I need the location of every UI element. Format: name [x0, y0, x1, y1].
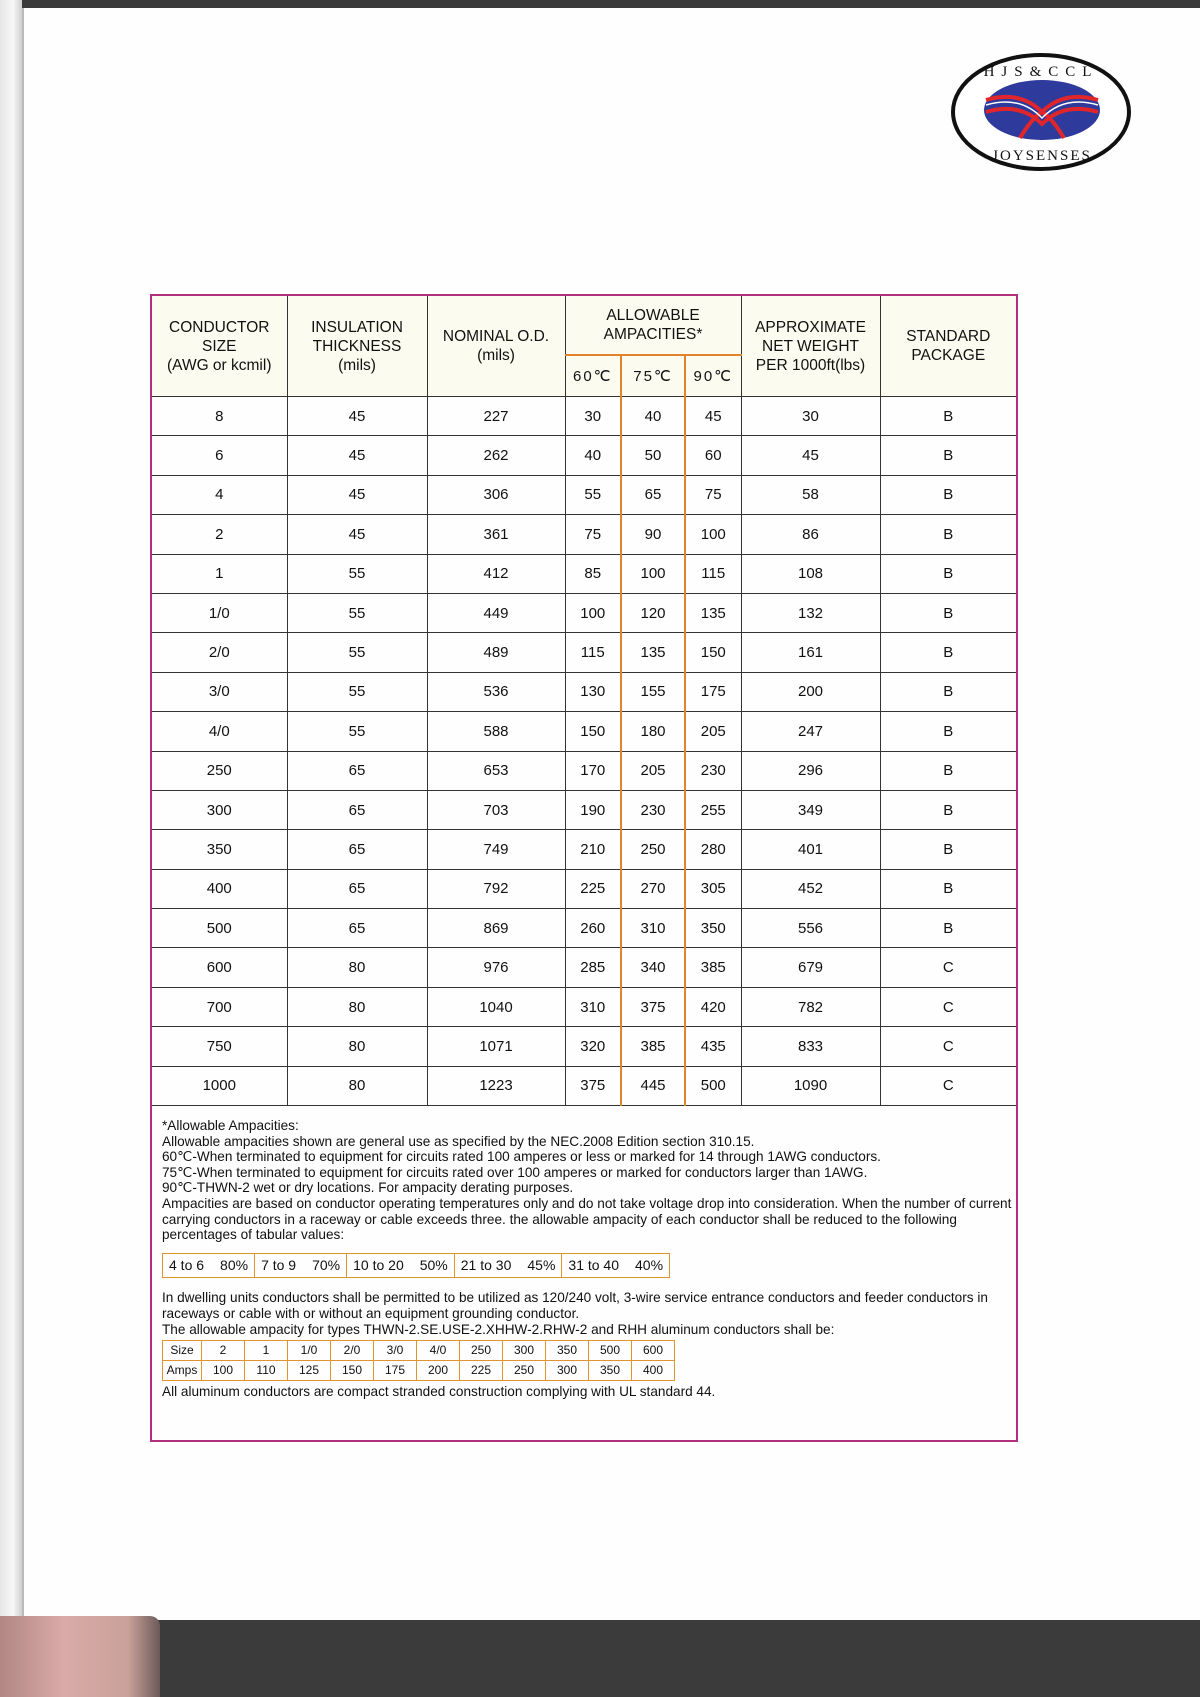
finger-in-scan: [0, 1616, 160, 1697]
cell-amp-90c: 280: [685, 830, 741, 869]
cell-amp-75c: 270: [621, 869, 685, 908]
cell-size: 4/0: [152, 712, 287, 751]
cell-amp-60c: 85: [565, 554, 621, 593]
cell-amp-60c: 130: [565, 672, 621, 711]
aluminum-size-cell: 4/0: [417, 1341, 460, 1361]
cell-amp-75c: 445: [621, 1066, 685, 1105]
aluminum-size-cell: 250: [460, 1341, 503, 1361]
cell-size: 300: [152, 790, 287, 829]
cell-amp-60c: 310: [565, 987, 621, 1026]
spec-frame: [150, 294, 1018, 1442]
cell-insulation: 65: [287, 869, 427, 908]
derating-range: 7 to 9: [261, 1256, 297, 1273]
aluminum-amps-cell: 150: [331, 1361, 374, 1381]
cell-amp-90c: 60: [685, 436, 741, 475]
cell-amp-90c: 100: [685, 515, 741, 554]
cell-package: B: [880, 436, 1016, 475]
cell-size: 8: [152, 397, 287, 436]
cell-nominal-od: 588: [427, 712, 565, 751]
cell-amp-75c: 230: [621, 790, 685, 829]
derating-cell: [255, 1253, 347, 1278]
cell-package: B: [880, 593, 1016, 632]
table-row: [152, 830, 1016, 869]
size-label: Size: [163, 1341, 202, 1361]
cell-amp-60c: 170: [565, 751, 621, 790]
cell-package: B: [880, 633, 1016, 672]
cell-amp-60c: 115: [565, 633, 621, 672]
aluminum-amps-cell: 110: [245, 1361, 288, 1381]
cell-amp-75c: 385: [621, 1027, 685, 1066]
cell-insulation: 80: [287, 1066, 427, 1105]
cell-insulation: 55: [287, 593, 427, 632]
cell-insulation: 65: [287, 909, 427, 948]
cell-size: 6: [152, 436, 287, 475]
table-row: [152, 633, 1016, 672]
cell-size: 350: [152, 830, 287, 869]
header-net-weight: APPROXIMATE NET WEIGHT PER 1000ft(lbs): [741, 296, 880, 397]
cell-insulation: 80: [287, 987, 427, 1026]
aluminum-amps-cell: 300: [546, 1361, 589, 1381]
aluminum-amps-cell: 400: [632, 1361, 675, 1381]
cell-nominal-od: 449: [427, 593, 565, 632]
cell-net-weight: 401: [741, 830, 880, 869]
aluminum-amps-cell: 125: [288, 1361, 331, 1381]
cell-amp-90c: 150: [685, 633, 741, 672]
cell-amp-75c: 250: [621, 830, 685, 869]
table-row: [152, 790, 1016, 829]
cell-net-weight: 556: [741, 909, 880, 948]
spec-table-body: [152, 397, 1016, 1106]
cell-nominal-od: 412: [427, 554, 565, 593]
table-row: [152, 948, 1016, 987]
table-row: [152, 515, 1016, 554]
cell-package: B: [880, 554, 1016, 593]
cell-net-weight: 200: [741, 672, 880, 711]
book-page-edge: [0, 0, 22, 1620]
table-row: [152, 751, 1016, 790]
cell-package: B: [880, 830, 1016, 869]
cell-size: 500: [152, 909, 287, 948]
cell-nominal-od: 1223: [427, 1066, 565, 1105]
cell-insulation: 65: [287, 751, 427, 790]
cell-nominal-od: 489: [427, 633, 565, 672]
derating-cell: [454, 1253, 562, 1278]
cell-amp-60c: 75: [565, 515, 621, 554]
cell-amp-60c: 40: [565, 436, 621, 475]
cell-amp-60c: 100: [565, 593, 621, 632]
derating-cell: [562, 1253, 670, 1278]
cell-size: 1/0: [152, 593, 287, 632]
header-90c: 90℃: [685, 355, 741, 397]
conductor-spec-table: [152, 296, 1016, 1106]
cell-amp-90c: 230: [685, 751, 741, 790]
cell-amp-75c: 180: [621, 712, 685, 751]
cell-amp-75c: 90: [621, 515, 685, 554]
cell-package: B: [880, 397, 1016, 436]
scan-background: [0, 1620, 1200, 1697]
cell-package: C: [880, 987, 1016, 1026]
cell-package: B: [880, 751, 1016, 790]
cell-amp-90c: 175: [685, 672, 741, 711]
cell-amp-60c: 375: [565, 1066, 621, 1105]
table-row: [152, 869, 1016, 908]
cell-size: 700: [152, 987, 287, 1026]
cell-package: B: [880, 909, 1016, 948]
table-row: [152, 909, 1016, 948]
table-row: [152, 397, 1016, 436]
cell-net-weight: 679: [741, 948, 880, 987]
derating-range: 21 to 30: [460, 1256, 512, 1273]
aluminum-size-cell: 500: [589, 1341, 632, 1361]
cell-size: 3/0: [152, 672, 287, 711]
derating-percent: 70%: [312, 1256, 341, 1273]
cell-insulation: 45: [287, 397, 427, 436]
cell-net-weight: 30: [741, 397, 880, 436]
derating-cell: [347, 1253, 455, 1278]
cell-amp-90c: 305: [685, 869, 741, 908]
derating-percent: 80%: [220, 1256, 249, 1273]
cell-nominal-od: 306: [427, 475, 565, 514]
cell-nominal-od: 703: [427, 790, 565, 829]
cell-nominal-od: 749: [427, 830, 565, 869]
cell-nominal-od: 361: [427, 515, 565, 554]
cell-amp-90c: 135: [685, 593, 741, 632]
cell-insulation: 45: [287, 475, 427, 514]
cell-amp-75c: 310: [621, 909, 685, 948]
cell-insulation: 80: [287, 948, 427, 987]
cell-net-weight: 782: [741, 987, 880, 1026]
cell-amp-75c: 50: [621, 436, 685, 475]
amps-label: Amps: [163, 1361, 202, 1381]
cell-net-weight: 108: [741, 554, 880, 593]
cell-amp-60c: 55: [565, 475, 621, 514]
cell-amp-60c: 285: [565, 948, 621, 987]
cell-amp-75c: 100: [621, 554, 685, 593]
cell-amp-90c: 500: [685, 1066, 741, 1105]
cell-amp-90c: 45: [685, 397, 741, 436]
cell-net-weight: 132: [741, 593, 880, 632]
aluminum-amps-cell: 250: [503, 1361, 546, 1381]
cell-amp-90c: 385: [685, 948, 741, 987]
aluminum-size-cell: 3/0: [374, 1341, 417, 1361]
cell-package: C: [880, 1066, 1016, 1105]
aluminum-amps-cell: 200: [417, 1361, 460, 1381]
table-row: [152, 987, 1016, 1026]
derating-range: 31 to 40: [568, 1256, 620, 1273]
cell-net-weight: 86: [741, 515, 880, 554]
header-insulation-thickness: INSULATION THICKNESS (mils): [287, 296, 427, 397]
derating-range: 10 to 20: [353, 1256, 404, 1273]
header-conductor-size: CONDUCTOR SIZE (AWG or kcmil): [152, 296, 287, 397]
derating-table: [162, 1253, 670, 1279]
cell-nominal-od: 976: [427, 948, 565, 987]
cell-amp-75c: 205: [621, 751, 685, 790]
cell-insulation: 55: [287, 554, 427, 593]
cell-amp-60c: 190: [565, 790, 621, 829]
cell-net-weight: 349: [741, 790, 880, 829]
cell-size: 250: [152, 751, 287, 790]
cell-nominal-od: 1040: [427, 987, 565, 1026]
header-nominal-od: NOMINAL O.D. (mils): [427, 296, 565, 397]
joysenses-logo-icon: [950, 52, 1132, 172]
cell-amp-60c: 225: [565, 869, 621, 908]
cell-size: 4: [152, 475, 287, 514]
table-row: [152, 672, 1016, 711]
cell-amp-90c: 435: [685, 1027, 741, 1066]
aluminum-size-cell: 2: [202, 1341, 245, 1361]
cell-net-weight: 45: [741, 436, 880, 475]
cell-amp-75c: 155: [621, 672, 685, 711]
notes-section: [162, 1118, 1012, 1400]
header-60c: 60℃: [565, 355, 621, 397]
cell-package: C: [880, 1027, 1016, 1066]
cell-insulation: 45: [287, 436, 427, 475]
cell-nominal-od: 653: [427, 751, 565, 790]
aluminum-amps-cell: 175: [374, 1361, 417, 1381]
cell-amp-75c: 65: [621, 475, 685, 514]
table-row: [152, 554, 1016, 593]
notes-heading: *Allowable Ampacities:: [162, 1118, 299, 1133]
cell-insulation: 55: [287, 633, 427, 672]
table-row: [152, 475, 1016, 514]
cell-insulation: 55: [287, 672, 427, 711]
cell-amp-75c: 375: [621, 987, 685, 1026]
header-allowable-ampacities: ALLOWABLE AMPACITIES*: [565, 296, 741, 355]
aluminum-amps-cell: 225: [460, 1361, 503, 1381]
cell-nominal-od: 1071: [427, 1027, 565, 1066]
svg-text:JOYSENSES: JOYSENSES: [992, 148, 1092, 164]
aluminum-amps-cell: 350: [589, 1361, 632, 1381]
derating-range: 4 to 6: [169, 1256, 205, 1273]
note-line: Ampacities are based on conductor operating temperatures only and do not take voltage drop into consideration. When the number of current carrying conductors in a raceway or cable exceeds three. the allowable ampacity of each conductor shall be reduced to the following percentages of tabular values:: [162, 1195, 1012, 1243]
cell-amp-75c: 135: [621, 633, 685, 672]
cell-insulation: 45: [287, 515, 427, 554]
cell-nominal-od: 536: [427, 672, 565, 711]
table-row: [152, 712, 1016, 751]
table-row: [152, 436, 1016, 475]
note-line: 75℃-When terminated to equipment for circuits rated over 100 amperes or marked for conductors larger than 1AWG.: [162, 1164, 868, 1180]
cell-net-weight: 833: [741, 1027, 880, 1066]
cell-amp-75c: 40: [621, 397, 685, 436]
derating-percent: 50%: [419, 1256, 448, 1273]
derating-percent: 40%: [635, 1256, 664, 1273]
cell-net-weight: 161: [741, 633, 880, 672]
note-line: Allowable ampacities shown are general use as specified by the NEC.2008 Edition section 310.15.: [162, 1133, 755, 1149]
cell-net-weight: 247: [741, 712, 880, 751]
cell-size: 1: [152, 554, 287, 593]
cell-amp-90c: 75: [685, 475, 741, 514]
aluminum-size-cell: 1: [245, 1341, 288, 1361]
cell-amp-60c: 260: [565, 909, 621, 948]
cell-amp-90c: 205: [685, 712, 741, 751]
cell-insulation: 55: [287, 712, 427, 751]
cell-insulation: 80: [287, 1027, 427, 1066]
cell-net-weight: 1090: [741, 1066, 880, 1105]
svg-text:HJS&CCL: HJS&CCL: [983, 64, 1099, 80]
cell-insulation: 65: [287, 830, 427, 869]
cell-amp-60c: 210: [565, 830, 621, 869]
cell-amp-90c: 420: [685, 987, 741, 1026]
cell-package: B: [880, 515, 1016, 554]
aluminum-size-cell: 600: [632, 1341, 675, 1361]
header-standard-package: STANDARD PACKAGE: [880, 296, 1016, 397]
aluminum-size-cell: 1/0: [288, 1341, 331, 1361]
dwelling-note: In dwelling units conductors shall be permitted to be utilized as 120/240 volt, 3-wire service entrance conductors and feeder conductors in raceways or cable with or without an equipment grounding conductor.: [162, 1290, 988, 1321]
cell-insulation: 65: [287, 790, 427, 829]
aluminum-ampacity-table: [162, 1340, 675, 1381]
cell-nominal-od: 262: [427, 436, 565, 475]
table-row: [152, 1027, 1016, 1066]
aluminum-size-cell: 300: [503, 1341, 546, 1361]
cell-amp-60c: 150: [565, 712, 621, 751]
cell-amp-90c: 255: [685, 790, 741, 829]
cell-size: 1000: [152, 1066, 287, 1105]
cell-nominal-od: 792: [427, 869, 565, 908]
cell-net-weight: 58: [741, 475, 880, 514]
table-row: [152, 593, 1016, 632]
cell-net-weight: 296: [741, 751, 880, 790]
cell-package: C: [880, 948, 1016, 987]
aluminum-size-cell: 350: [546, 1341, 589, 1361]
cell-amp-90c: 350: [685, 909, 741, 948]
cell-amp-75c: 120: [621, 593, 685, 632]
cell-size: 600: [152, 948, 287, 987]
header-75c: 75℃: [621, 355, 685, 397]
cell-amp-60c: 30: [565, 397, 621, 436]
note-line: 60℃-When terminated to equipment for circuits rated 100 amperes or less or marked for 14 through 1AWG conductors.: [162, 1149, 881, 1165]
cell-package: B: [880, 712, 1016, 751]
note-line: 90℃-THWN-2 wet or dry locations. For ampacity derating purposes.: [162, 1180, 574, 1196]
cell-size: 400: [152, 869, 287, 908]
cell-amp-75c: 340: [621, 948, 685, 987]
final-note: All aluminum conductors are compact stranded construction complying with UL standard 44.: [162, 1384, 716, 1400]
table-row: [152, 1066, 1016, 1105]
derating-cell: [163, 1253, 255, 1278]
cell-amp-60c: 320: [565, 1027, 621, 1066]
cell-nominal-od: 227: [427, 397, 565, 436]
cell-size: 2/0: [152, 633, 287, 672]
aluminum-amps-cell: 100: [202, 1361, 245, 1381]
cell-net-weight: 452: [741, 869, 880, 908]
cell-package: B: [880, 475, 1016, 514]
cell-size: 2: [152, 515, 287, 554]
cell-amp-90c: 115: [685, 554, 741, 593]
aluminum-size-cell: 2/0: [331, 1341, 374, 1361]
cell-package: B: [880, 869, 1016, 908]
cell-package: B: [880, 672, 1016, 711]
cell-nominal-od: 869: [427, 909, 565, 948]
cell-package: B: [880, 790, 1016, 829]
derating-percent: 45%: [527, 1256, 556, 1273]
cell-size: 750: [152, 1027, 287, 1066]
aluminum-intro: The allowable ampacity for types THWN-2.SE.USE-2.XHHW-2.RHW-2 and RHH aluminum conductors shall be:: [162, 1321, 835, 1337]
